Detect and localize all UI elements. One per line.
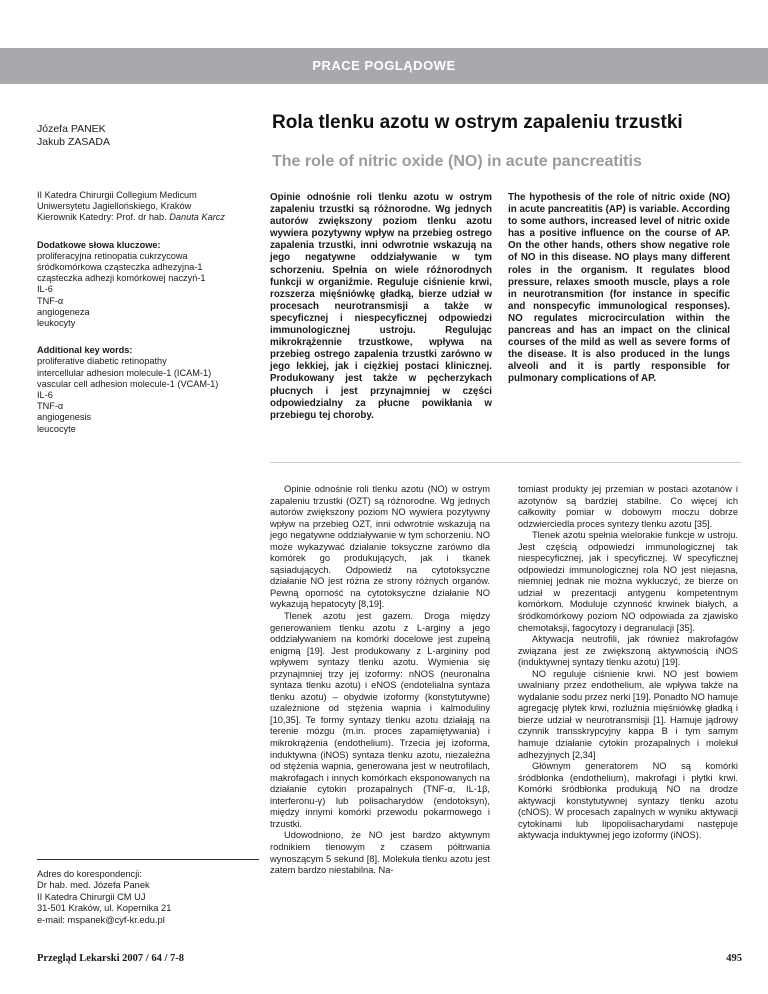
correspondence-email: e-mail: mspanek@cyf-kr.edu.pl [37,914,165,925]
paragraph: Udowodniono, że NO jest bardzo aktywnym rodnikiem tlenowym z czasem półtrwania wynoszącym 5 sekund [8]. Molekuła tlenku azotu jest zatem bardzo niestabilna. Na- [270,830,490,876]
section-banner: PRACE POGLĄDOWE [0,48,768,84]
paragraph: tomiast produkty jej przemian w postaci azotanów i azotynów są bardziej stabilne. Co więcej ich całkowity pomiar w dobowym moczu dobrze odzwierciedla proces syntezy tlenku azotu [35]. [518,484,738,529]
keyword: TNF-α [37,295,64,306]
keyword: TNF-α [37,401,64,412]
keyword: śródkomórkowa cząsteczka adhezyjna-1 [37,262,203,273]
paragraph: Głównym generatorem NO są komórki śródbłonka (endothelium), makrofagi i płytki krwi. Komórki śródbłonka produkują NO na drodze aktywacji konstytutywnej syntazy tlenku azotu (cNOS). W procesach zapalnych w wyniku aktywacji cytokinami lub lipopolisacharydami następuje aktywacja induktywnej jego izoformy (iNOS). [518,761,738,841]
keyword: IL-6 [37,284,53,295]
keyword: leucocyte [37,423,76,434]
paragraph: NO reguluje ciśnienie krwi. NO jest bowiem uwalniany przez endothelium, ale wpływa także na wydalanie sodu przez nerki [19]. Ponadto NO hamuje agregację płytek krwi, rozluźnia mięśniówkę gładką i bierze udział w neurotransmisji [1]. Hamuje jądrowy czynnik transskrypcyjny kappa B i tym samym hamuje działanie cytokin prozapalnych i molekuł adhezyjnych [2,34] [518,668,738,760]
affiliation [37,190,257,224]
keyword: angiogeneza [37,306,90,317]
correspondence-line: 31-501 Kraków, ul. Kopernika 21 [37,903,172,914]
journal-footer: Przegląd Lekarski 2007 / 64 / 7-8 [37,953,184,964]
abstract-english: The hypothesis of the role of nitric oxide (NO) in acute pancreatitis (AP) is variable. According to some authors, increased level of nitric oxide has a positive influence on the course of AP. On the other hands, others show negative role of NO in this disease. NO plays many different roles in the organism. It regulates blood pressure, relaxes smooth muscle, plays a role in neurotransmition (for instance in specific and nonspecyfic immunological responses). NO regulates microcirculation within the pancreas and has an impact on the clinical courses of the mild as well as severe forms of the disease. It is also produced in the lungs alveoli and it is partly responsible for pulmonary complications of AP. [508,192,730,385]
divider [270,462,742,463]
paragraph: Tlenek azotu spełnia wielorakie funkcje w ustroju. Jest częścią odpowiedzi immunologicznej tak niespecyficznej, jak i specyficznej. W specyficznej odpowiedzi immunologicznej rola NO jest niejasna, niemniej jednak nie można wykluczyć, że bierze on udział w prezentacji antygenu kompetentnym komórkom. Moduluje czynność krwinek białych, a śródkomórkowy poziom NO odpowiada za zjawisko chemotaksji, fagocytozy i degranulacji [35]. [518,530,738,633]
body-column-left [270,484,490,877]
correspondence-line: Adres do korespondencji: [37,869,142,879]
divider [37,859,259,860]
keywords-pl [37,240,257,330]
page-number: 495 [726,953,742,964]
head-name: Danuta Karcz [169,212,225,223]
keyword: intercellular adhesion molecule-1 (ICAM-1) [37,367,212,378]
keyword: cząsteczka adhezji komórkowej naczyń-1 [37,273,206,284]
paragraph: Aktywacja neutrofili, jak również makrofagów związana jest ze zwiększoną aktywnością iNOS (induktywnej syntazy tlenku azotu) [19]. [518,634,738,668]
keywords-en-heading: Additional key words: [37,345,133,356]
authors [37,123,110,149]
article-subtitle: The role of nitric oxide (NO) in acute pancreatitis [272,153,642,170]
head-prefix: Kierownik Katedry: Prof. dr hab. [37,212,167,223]
affiliation-head [37,212,257,223]
keywords-pl-heading: Dodatkowe słowa kluczowe: [37,239,161,250]
affiliation-line: II Katedra Chirurgii Collegium Medicum [37,190,197,200]
correspondence-line: II Katedra Chirurgii CM UJ [37,891,146,902]
keywords-en [37,345,257,435]
correspondence-line: Dr hab. med. Józefa Panek [37,880,150,891]
keyword: vascular cell adhesion molecule-1 (VCAM-1) [37,378,219,389]
keyword: angiogenesis [37,412,92,423]
sidebar [37,190,257,451]
author-name: Józefa PANEK [37,123,106,135]
paragraph: Tlenek azotu jest gazem. Droga między generowaniem tlenku azotu z L-arginy a jego oddziaływaniem na komórki docelowe jest zupełną enigmą [19]. Jest produkowany z L-argininy pod wpływem syntazy tlenku azotu. Wymienia się przynajmniej trzy jej izoformy: nNOS (neuronalna syntaza tlenku azotu) i eNOS (endotelialna syntaza tlenku azotu) – obydwie izoformy (konstytutywne) uzależnione od stężenia wapnia i kalmoduliny [10,35]. Te formy syntazy tlenku azotu działają na terenie mózgu (m.in. proces zapamiętywania) i mikrokrążenia (endothelium). Trzecia jej izoforma, induktywna (iNOS) syntaza tlenku azotu, niezależna od stężenia wapnia, generowana jest w neutrofilach, makrofagach i innych komórkach eksponowanych na działanie cytokin prozapalnych (TNF-α, IL-1β, interferonu-γ) lub polisacharydów (endotoksyn), między innymi komórki przewodu pokarmowego i trzustki. [270,611,490,829]
body-column-right [518,484,738,842]
affiliation-line: Uniwersytetu Jagiellońskiego, Kraków [37,201,192,212]
abstract-polish: Opinie odnośnie roli tlenku azotu w ostrym zapaleniu trzustki są różnorodne. Wg jednych autorów zwiększony poziom tlenku azotu wywiera pozytywny wpływ na przebieg ostrego zapalenia trzustki, inni odwrotnie wskazują na jego negatywne oddziaływanie w tym schorzeniu. Spełnia on wiele różnorodnych funkcji w organiźmie. Reguluje ciśnienie krwi, rozszerza mięśniówkę gładką, bierze udział w procesach neurotransmisji a także w specyficznej i niespecyficznej odpowiedzi immunologicznej ustroju. Regulując mikrokrążennie trzustkowe, wpływa na przebieg ostrego zapalenia trzustki zarówno w jego lekkiej, jak i ciężkiej postaci klinicznej. Produkowany jest także w pęcherzykach płucnych i jest przynajmniej w części odpowiedzialny za płucne powikłania w przebiegu tej choroby. [270,192,492,421]
keyword: leukocyty [37,318,76,329]
keyword: proliferative diabetic retinopathy [37,356,167,367]
article-title: Rola tlenku azotu w ostrym zapaleniu trzustki [272,112,683,133]
keyword: proliferacyjna retinopatia cukrzycowa [37,250,188,261]
correspondence [37,869,259,926]
author-name: Jakub ZASADA [37,136,110,148]
keyword: IL-6 [37,390,53,401]
paragraph: Opinie odnośnie roli tlenku azotu (NO) w ostrym zapaleniu trzustki (OZT) są różnorodne. Wg jednych autorów zwiększony poziom NO wywiera pozytywny wpływ na przebieg OZT, inni odwrotnie wskazują na jego negatywne oddziaływanie w tym schorzeniu. NO może wykazywać działanie toksyczne zarówno dla komórek go produkujących, jak i tkanek sąsiadujących. Odpowiedź na cytotoksyczne działanie NO jest różna ze strony różnych organów. Pewną oporność na cytotoksyczne działanie NO wykazują hepatocyty [8,19]. [270,484,490,610]
